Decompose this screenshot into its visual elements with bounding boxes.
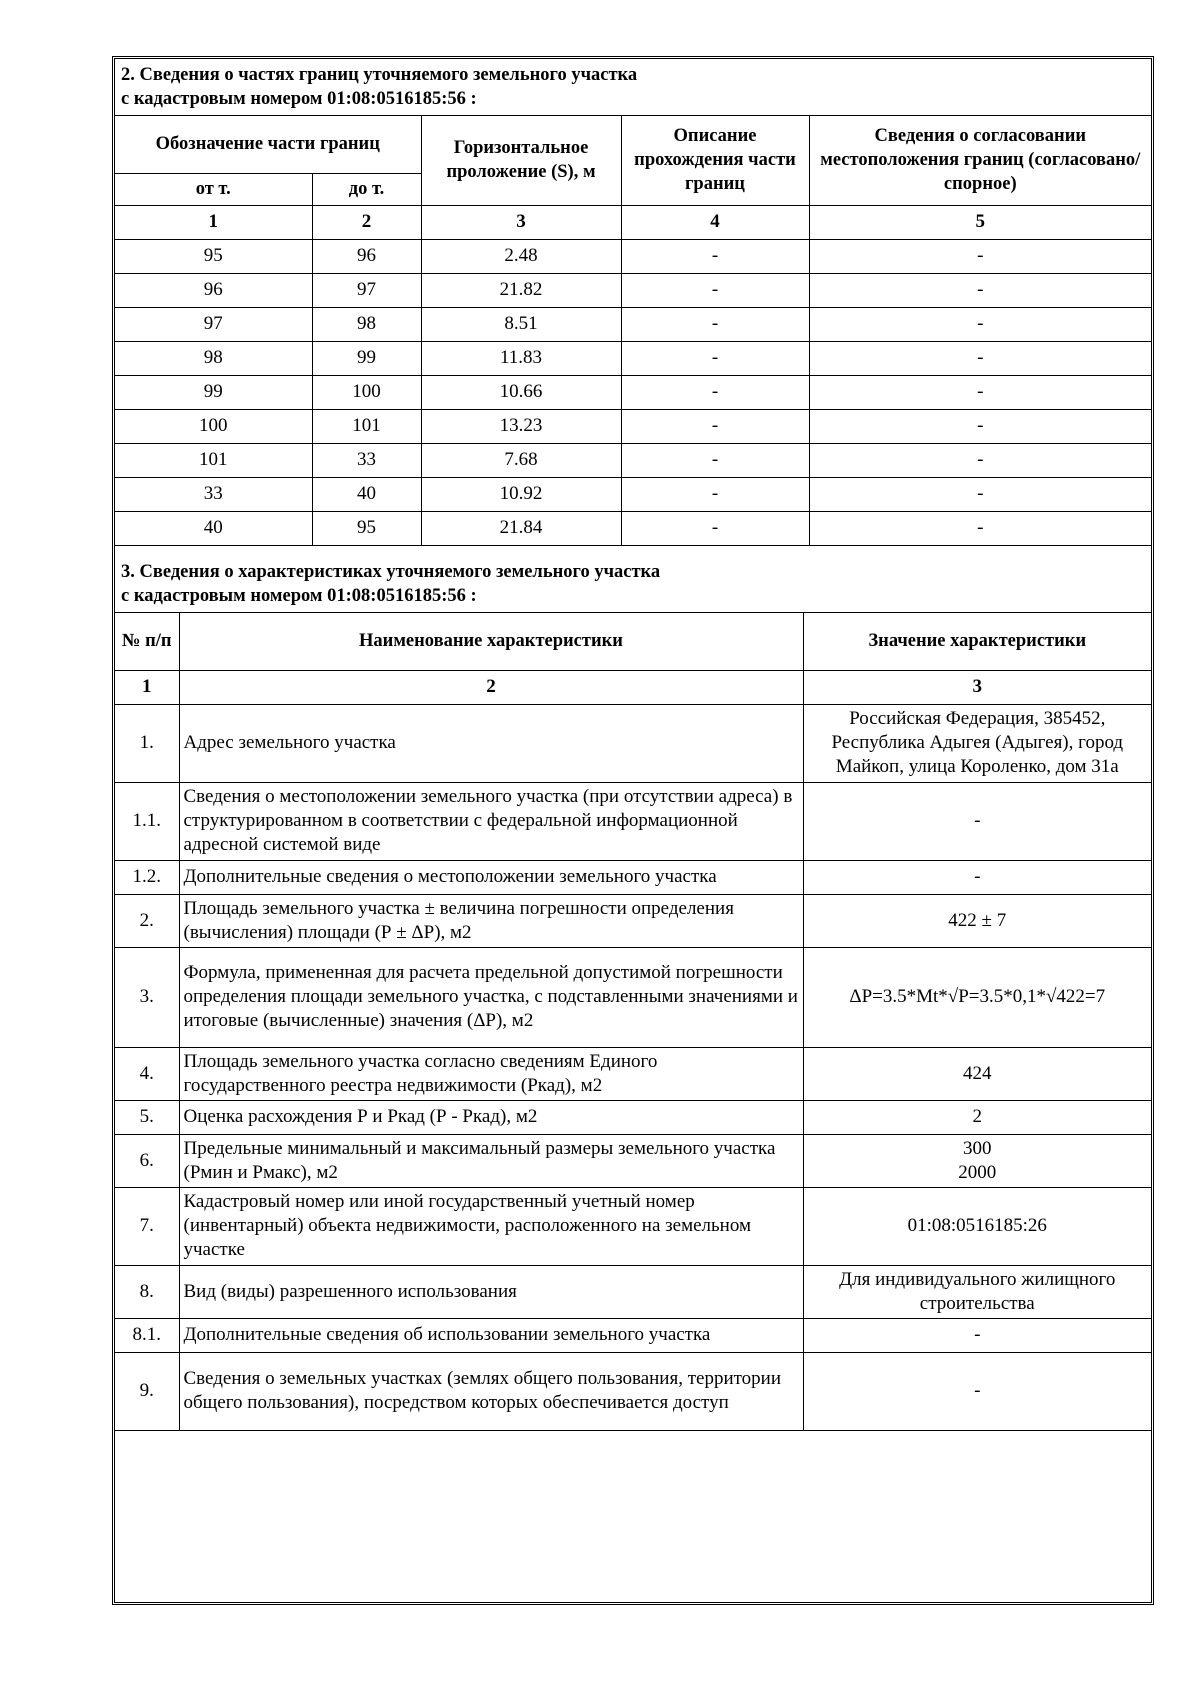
table-row [115, 704, 1151, 782]
header-description: Описание прохождения части границ [621, 115, 809, 205]
characteristic-name: Формула, примененная для расчета предельной допустимой погрешности определения площади земельного участка, с подставленными значениями и итоговые (вычисленные) значения (ΔР), м2 [179, 947, 803, 1047]
cell-agree: - [809, 273, 1151, 307]
table-row [115, 443, 1151, 477]
cell-agree: - [809, 511, 1151, 545]
value-line: 300 [963, 1137, 992, 1159]
value-line: 2000 [958, 1161, 997, 1183]
col-num-1: 1 [115, 205, 312, 239]
characteristic-value: Российская Федерация, 385452, Республика Адыгея (Адыгея), город Майкоп, улица Короленко, дом 31а [803, 704, 1151, 782]
document-frame [112, 56, 1154, 1605]
characteristic-name: Вид (виды) разрешенного использования [179, 1265, 803, 1318]
cell-s: 21.82 [421, 273, 621, 307]
cell-from: 98 [115, 341, 312, 375]
row-number: 8.1. [115, 1318, 179, 1352]
cell-desc: - [621, 477, 809, 511]
cell-s: 10.66 [421, 375, 621, 409]
col-num-1: 1 [115, 670, 179, 704]
row-number: 1.2. [115, 860, 179, 894]
header-to: до т. [312, 173, 421, 205]
characteristic-name: Предельные минимальный и максимальный размеры земельного участка (Рмин и Рмакс), м2 [179, 1134, 803, 1187]
section3-title-line2: с кадастровым номером 01:08:0516185:56 : [121, 585, 477, 606]
table-row [115, 477, 1151, 511]
cell-from: 100 [115, 409, 312, 443]
cell-desc: - [621, 239, 809, 273]
header-name: Наименование характеристики [179, 612, 803, 670]
cell-desc: - [621, 443, 809, 477]
characteristic-value: 01:08:0516185:26 [803, 1187, 1151, 1265]
characteristic-value: - [803, 1318, 1151, 1352]
section2-title-line2: с кадастровым номером 01:08:0516185:56 : [121, 88, 477, 109]
characteristic-value: ΔР=3.5*Mt*√P=3.5*0,1*√422=7 [803, 947, 1151, 1047]
row-number: 3. [115, 947, 179, 1047]
cell-to: 40 [312, 477, 421, 511]
characteristic-value: 2 [803, 1100, 1151, 1134]
cell-from: 95 [115, 239, 312, 273]
table-row [115, 860, 1151, 894]
cell-to: 96 [312, 239, 421, 273]
row-number: 8. [115, 1265, 179, 1318]
characteristic-name: Сведения о земельных участках (землях общего пользования, территории общего пользования), посредством которых обеспечивается доступ [179, 1352, 803, 1430]
header-agreement: Сведения о согласовании местоположения границ (согласовано/спорное) [809, 115, 1151, 205]
cell-to: 98 [312, 307, 421, 341]
cell-s: 2.48 [421, 239, 621, 273]
header-horizontal: Горизонтальное проложение (S), м [421, 115, 621, 205]
row-number: 6. [115, 1134, 179, 1187]
cell-desc: - [621, 511, 809, 545]
characteristic-name: Оценка расхождения Р и Ркад (Р - Ркад), м2 [179, 1100, 803, 1134]
col-num-4: 4 [621, 205, 809, 239]
cell-from: 101 [115, 443, 312, 477]
cell-desc: - [621, 409, 809, 443]
cell-s: 10.92 [421, 477, 621, 511]
header-value: Значение характеристики [803, 612, 1151, 670]
cell-s: 8.51 [421, 307, 621, 341]
cell-agree: - [809, 477, 1151, 511]
characteristic-name: Площадь земельного участка согласно сведениям Единого государственного реестра недвижимости (Ркад), м2 [179, 1047, 803, 1100]
table-row [115, 1134, 1151, 1187]
col-num-5: 5 [809, 205, 1151, 239]
column-number-row [115, 205, 1151, 239]
characteristic-name: Кадастровый номер или иной государственный учетный номер (инвентарный) объекта недвижимости, расположенного на земельном участке [179, 1187, 803, 1265]
section2-title [115, 59, 1151, 115]
table-row [115, 1265, 1151, 1318]
cell-s: 13.23 [421, 409, 621, 443]
table-row [115, 375, 1151, 409]
characteristic-value: - [803, 860, 1151, 894]
table-row [115, 1352, 1151, 1430]
characteristic-value: Для индивидуального жилищного строительства [803, 1265, 1151, 1318]
header-part-designation: Обозначение части границ [115, 115, 421, 173]
cell-desc: - [621, 307, 809, 341]
cell-desc: - [621, 375, 809, 409]
row-number: 4. [115, 1047, 179, 1100]
cell-to: 33 [312, 443, 421, 477]
table-row [115, 1100, 1151, 1134]
table-row [115, 894, 1151, 947]
characteristic-name: Сведения о местоположении земельного участка (при отсутствии адреса) в структурированном в соответствии с федеральной информационной адресной системой виде [179, 782, 803, 860]
cell-agree: - [809, 239, 1151, 273]
table-row [115, 1047, 1151, 1100]
cell-agree: - [809, 341, 1151, 375]
cell-agree: - [809, 443, 1151, 477]
cell-from: 33 [115, 477, 312, 511]
row-number: 9. [115, 1352, 179, 1430]
cell-from: 96 [115, 273, 312, 307]
cell-agree: - [809, 307, 1151, 341]
cell-to: 99 [312, 341, 421, 375]
characteristics-table [115, 556, 1151, 1431]
characteristic-name: Адрес земельного участка [179, 704, 803, 782]
header-from: от т. [115, 173, 312, 205]
cell-to: 97 [312, 273, 421, 307]
cell-agree: - [809, 375, 1151, 409]
table-row [115, 511, 1151, 545]
cell-from: 40 [115, 511, 312, 545]
characteristic-value: 424 [803, 1047, 1151, 1100]
cell-from: 97 [115, 307, 312, 341]
cell-desc: - [621, 273, 809, 307]
table-row [115, 409, 1151, 443]
row-number: 1. [115, 704, 179, 782]
col-num-3: 3 [421, 205, 621, 239]
col-num-3: 3 [803, 670, 1151, 704]
table-row [115, 273, 1151, 307]
section2-title-line1: 2. Сведения о частях границ уточняемого земельного участка [121, 64, 638, 85]
col-num-2: 2 [179, 670, 803, 704]
cell-s: 21.84 [421, 511, 621, 545]
header-num: № п/п [115, 612, 179, 670]
characteristic-name: Дополнительные сведения об использовании земельного участка [179, 1318, 803, 1352]
boundary-parts-table [115, 59, 1151, 546]
table-row [115, 947, 1151, 1047]
table-row [115, 239, 1151, 273]
section3-title-line1: 3. Сведения о характеристиках уточняемого земельного участка [121, 561, 661, 582]
cell-from: 99 [115, 375, 312, 409]
cell-to: 100 [312, 375, 421, 409]
row-number: 2. [115, 894, 179, 947]
column-number-row [115, 670, 1151, 704]
table-row [115, 1187, 1151, 1265]
section3-title [115, 556, 1151, 612]
cell-to: 95 [312, 511, 421, 545]
characteristic-value: - [803, 1352, 1151, 1430]
table-row [115, 1318, 1151, 1352]
cell-agree: - [809, 409, 1151, 443]
cell-to: 101 [312, 409, 421, 443]
row-number: 1.1. [115, 782, 179, 860]
col-num-2: 2 [312, 205, 421, 239]
cell-s: 11.83 [421, 341, 621, 375]
characteristic-name: Площадь земельного участка ± величина погрешности определения (вычисления) площади (Р ± ΔР), м2 [179, 894, 803, 947]
characteristic-value: - [803, 782, 1151, 860]
characteristic-name: Дополнительные сведения о местоположении земельного участка [179, 860, 803, 894]
row-number: 7. [115, 1187, 179, 1265]
characteristic-value [803, 1134, 1151, 1187]
cell-desc: - [621, 341, 809, 375]
table-row [115, 341, 1151, 375]
row-number: 5. [115, 1100, 179, 1134]
table-row [115, 307, 1151, 341]
table-row [115, 782, 1151, 860]
cell-s: 7.68 [421, 443, 621, 477]
characteristic-value: 422 ± 7 [803, 894, 1151, 947]
